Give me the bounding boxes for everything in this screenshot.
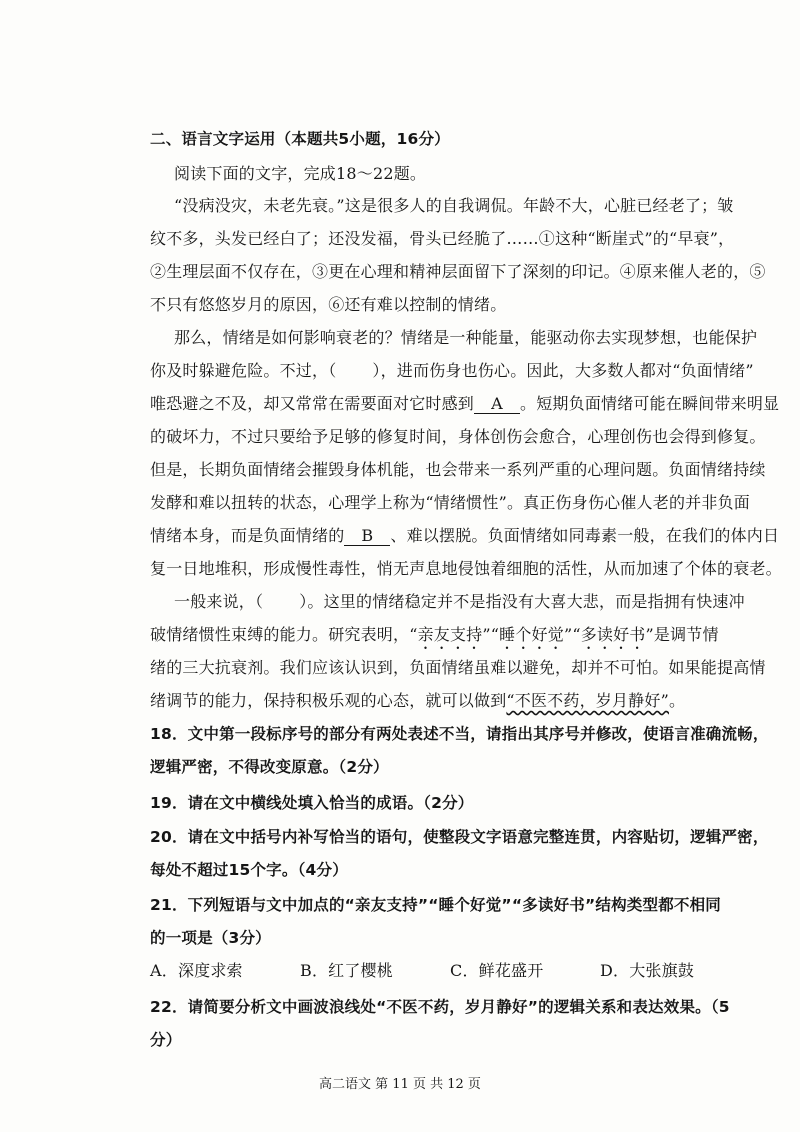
passage-p2-line6: 发酵和难以扭转的状态，心理学上称为“情绪惯性”。真正伤身伤心催人老的并非负面 xyxy=(150,493,750,512)
option-a: A．深度求索 xyxy=(150,961,243,980)
passage-p2-line7 xyxy=(150,525,780,547)
passage-p3-line1 xyxy=(174,591,754,613)
passage-p2-line3-end: 。短期负面情绪可能在瞬间带来明显 xyxy=(520,394,780,413)
passage-p2-line1: 那么，情绪是如何影响衰老的？情绪是一种能量，能驱动你去实现梦想，也能保护 xyxy=(174,328,758,347)
passage-p3-line2-start: 破情绪惯性束缚的能力。研究表明， xyxy=(150,625,410,644)
passage-p1-line2: 纹不多，头发已经白了；还没发福，骨头已经脆了……①这种“断崖式”的“早衰”， xyxy=(150,229,735,248)
passage-p3-line2 xyxy=(150,624,730,653)
passage-p1-line1: “没病没灾，未老先衰。”这是很多人的自我调侃。年龄不大，心脏已经老了；皱 xyxy=(174,196,734,215)
dotted-phrase-2: “睡个好觉” xyxy=(490,625,573,644)
passage-p2-line3 xyxy=(150,393,780,415)
dotted-phrase-3: “多读好书” xyxy=(572,625,654,644)
page-footer: 高二语文 第 11 页 共 12 页 xyxy=(319,1077,481,1092)
passage-p1-line3: ②生理层面不仅存在，③更在心理和精神层面留下了深刻的印记。④原来催人老的，⑤ xyxy=(150,262,766,281)
passage-p2-line2 xyxy=(150,360,754,382)
passage-p3-line4 xyxy=(150,690,730,712)
question-18-line1: 18．文中第一段标序号的部分有两处表述不当，请指出其序号并修改，使语言准确流畅， xyxy=(150,725,769,743)
passage-p3-line2-end: 是调节情 xyxy=(653,625,719,644)
passage-p2-line4: 的破坏力，不过只要给予足够的修复时间，身体创伤会愈合，心理创伤也会得到修复。 xyxy=(150,427,766,446)
passage-p3-line4-start: 绪调节的能力，保持积极乐观的心态，就可以做到 xyxy=(150,691,507,710)
question-21-options xyxy=(150,960,730,982)
passage-p3-line1-end: ）。这里的情绪稳定并不是指没有大喜大悲，而是指拥有快速冲 xyxy=(299,592,745,611)
question-22-line2: 分） xyxy=(150,1031,182,1049)
blank-a: A xyxy=(474,395,520,414)
option-c: C．鲜花盛开 xyxy=(450,961,544,980)
passage-p2-line5: 但是，长期负面情绪会摧毁身体机能，也会带来一系列严重的心理问题。负面情绪持续 xyxy=(150,460,766,479)
blank-b: B xyxy=(344,527,390,546)
wavy-underlined-phrase: “不医不药，岁月静好” xyxy=(506,691,669,710)
passage-p2-line2-start: 你及时躲避危险。不过，（ xyxy=(150,361,337,380)
passage-p2-line3-start: 唯恐避之不及，却又常常在需要面对它时感到 xyxy=(150,394,475,413)
dotted-phrase-1: “亲友支持” xyxy=(409,625,491,644)
passage-p2-line7-start: 情绪本身，而是负面情绪的 xyxy=(150,526,345,545)
section-intro: 阅读下面的文字，完成18～22题。 xyxy=(174,164,427,183)
question-20-line2: 每处不超过15个字。（4分） xyxy=(150,861,348,879)
question-21-line1: 21．下列短语与文中加点的“亲友支持”“睡个好觉”“多读好书”结构类型都不相同 xyxy=(150,896,721,914)
passage-p1-line4: 不只有悠悠岁月的原因，⑥还有难以控制的情绪。 xyxy=(150,295,507,314)
passage-p2-line2-end: ），进而伤身也伤心。因此，大多数人都对“负面情绪” xyxy=(372,361,754,380)
passage-p2-line8: 复一日地堆积，形成慢性毒性，悄无声息地侵蚀着细胞的活性，从而加速了个体的衰老。 xyxy=(150,559,782,578)
passage-p3-line3: 绪的三大抗衰剂。我们应该认识到，负面情绪虽难以避免，却并不可怕。如果能提高情 xyxy=(150,658,766,677)
question-20-line1: 20．请在文中括号内补写恰当的语句，使整段文字语意完整连贯，内容贴切，逻辑严密， xyxy=(150,828,769,846)
option-b: B．红了樱桃 xyxy=(300,961,393,980)
section-title: 二、语言文字运用（本题共5小题，16分） xyxy=(150,130,450,148)
passage-p2-line7-end: 、难以摆脱。负面情绪如同毒素一般，在我们的体内日 xyxy=(390,526,780,545)
question-22-line1: 22．请简要分析文中画波浪线处“不医不药，岁月静好”的逻辑关系和表达效果。（5 xyxy=(150,998,730,1016)
option-d: D．大张旗鼓 xyxy=(600,961,695,980)
passage-p3-line1-start: 一般来说，（ xyxy=(174,592,264,611)
question-18-line2: 逻辑严密，不得改变原意。（2分） xyxy=(150,758,389,776)
question-19: 19．请在文中横线处填入恰当的成语。（2分） xyxy=(150,794,474,812)
question-21-line2: 的一项是（3分） xyxy=(150,929,271,947)
passage-p3-line4-end: 。 xyxy=(668,691,686,710)
